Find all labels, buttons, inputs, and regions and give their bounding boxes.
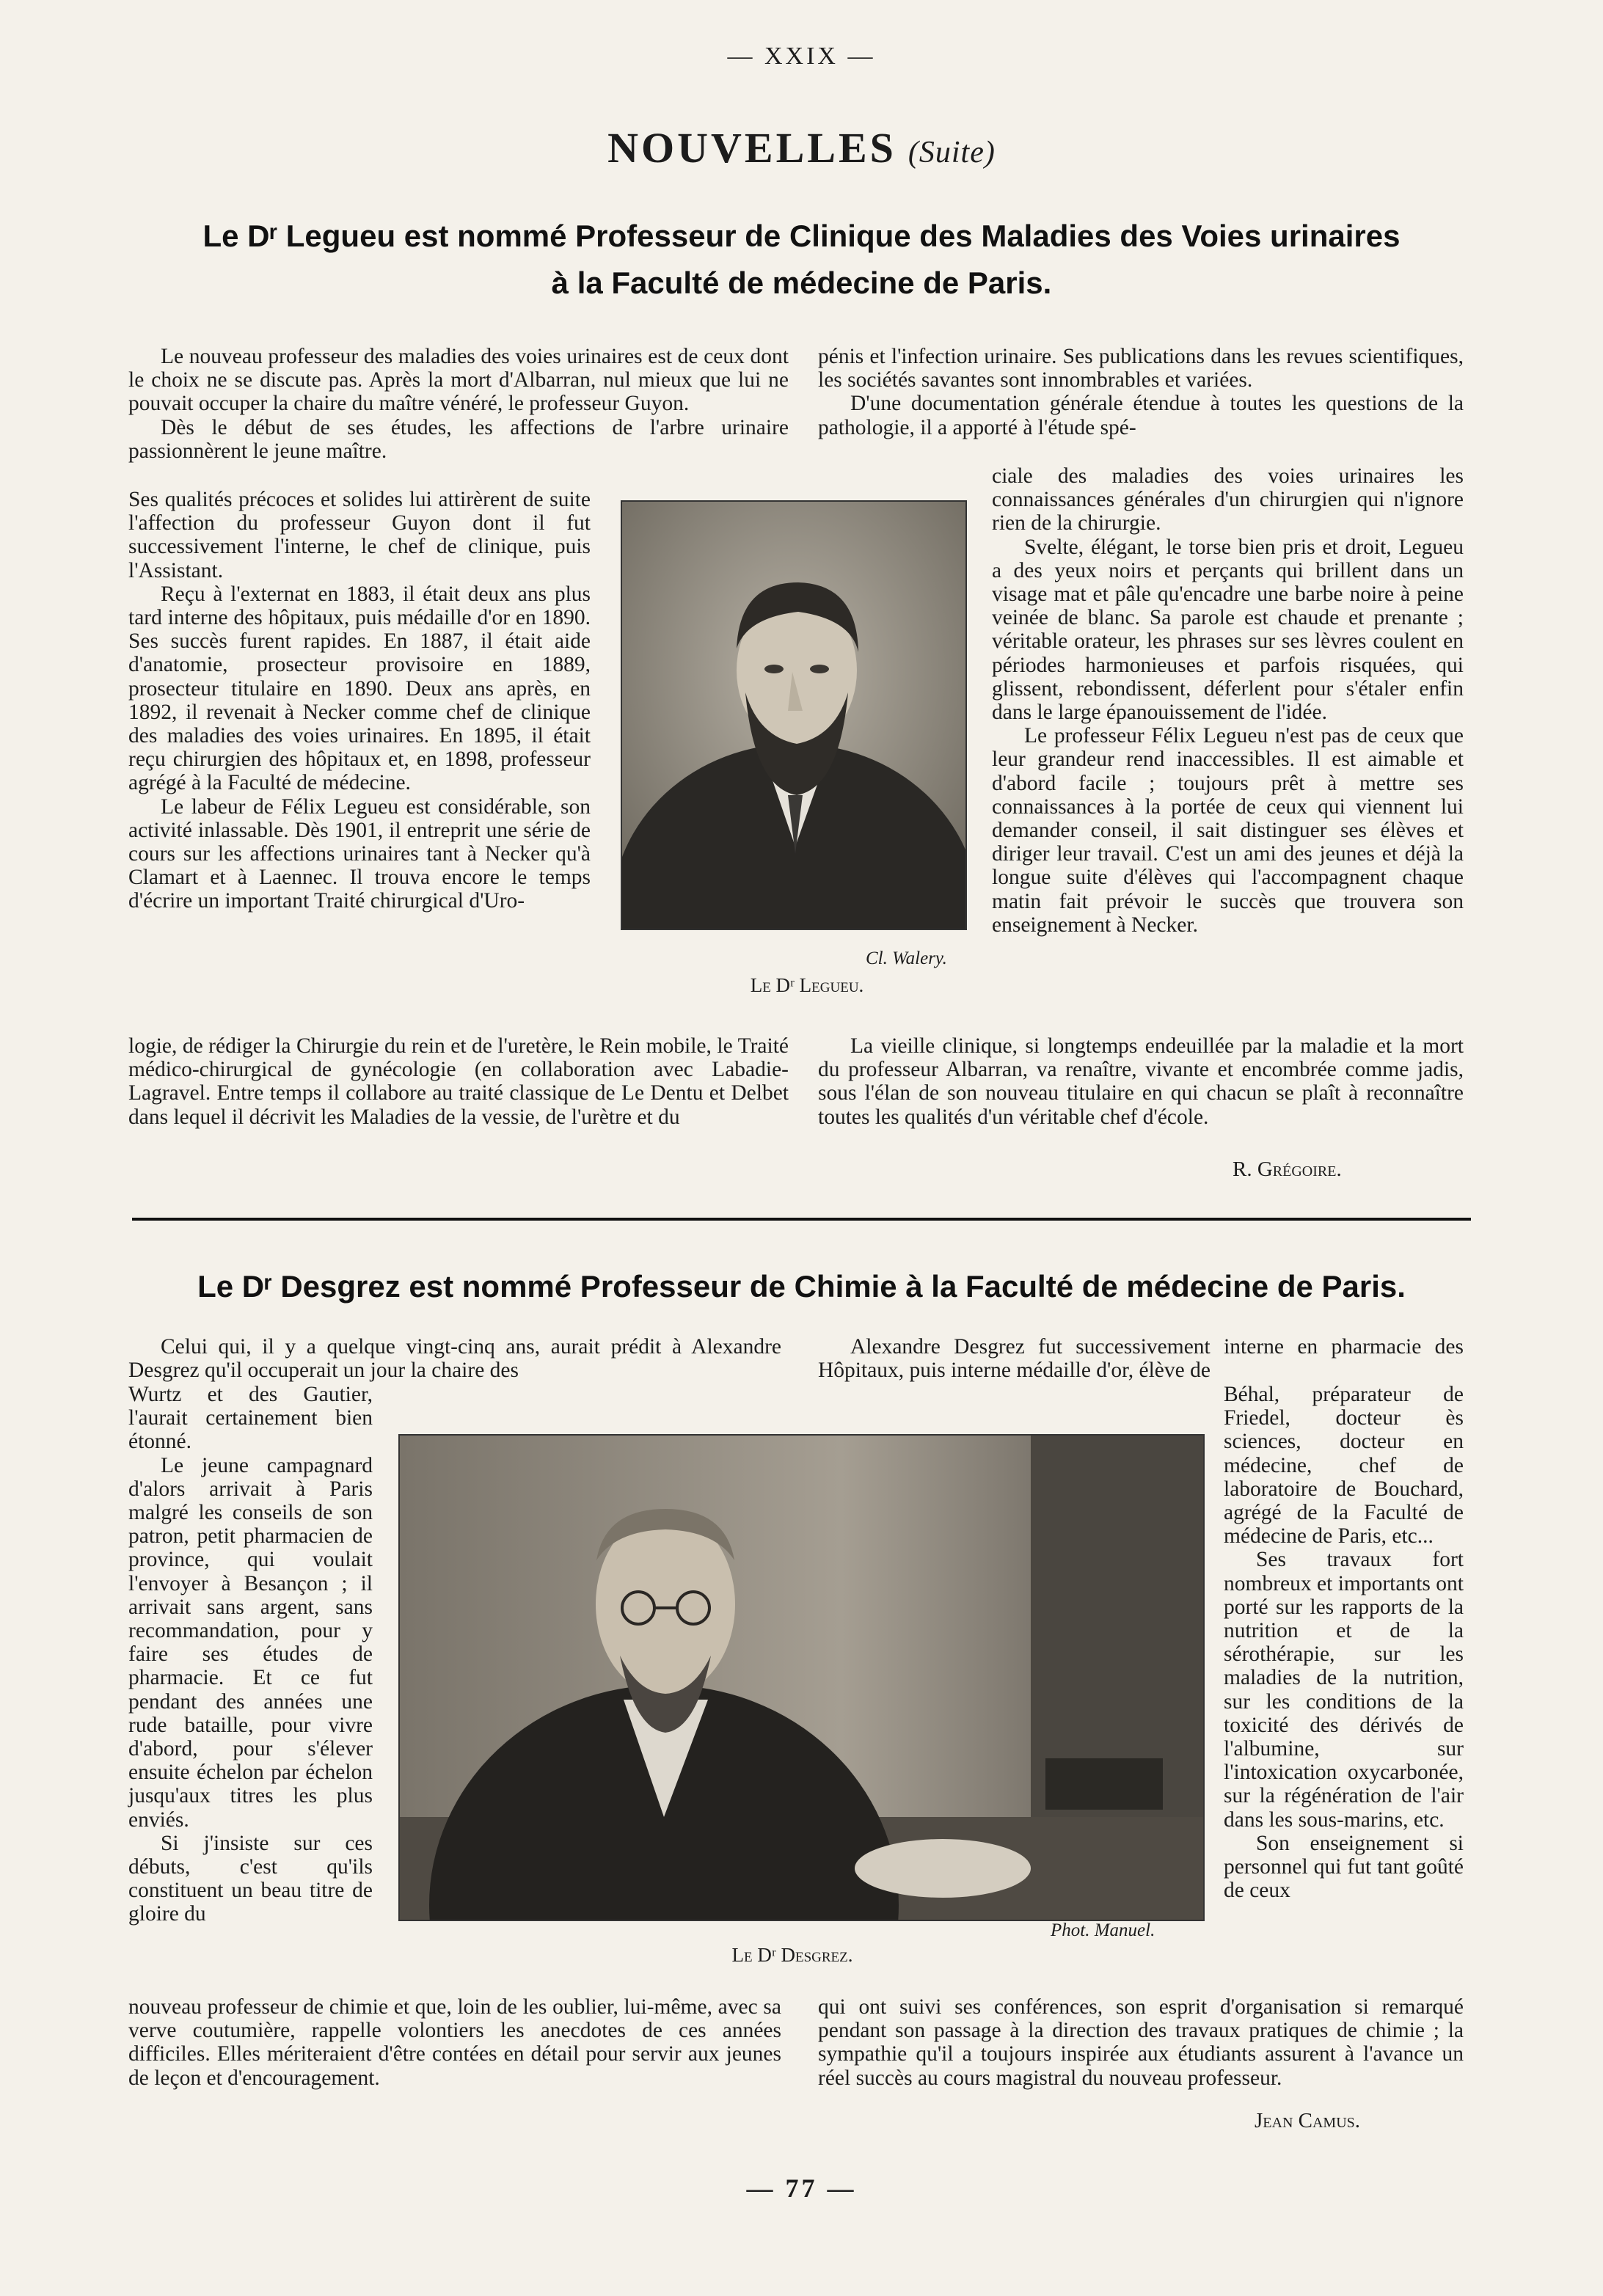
paragraph: Béhal, préparateur de Friedel, docteur ès sciences, docteur en médecine, chef de laboratoire de Bouchard, agrégé de la Faculté de médecine de Paris, etc... <box>1224 1383 1464 1549</box>
desgrez-photo-caption: Le Dʳ Desgrez. <box>731 1944 853 1966</box>
article1-headline <box>59 213 1544 307</box>
paragraph: Reçu à l'externat en 1883, il était deux ans plus tard interne des hôpitaux, puis médaille d'or en 1890. Ses succès furent rapides. En 1887, il était aide d'anatomie, prosecteur provisoire en 1889, prosecteur titulaire en 1890. Deux ans après, en 1892, il revenait à Necker comme chef de clinique des maladies des voies urinaires. En 1895, il était reçu chirurgien des hôpitaux et, en 1898, professeur agrégé à la Faculté de médecine. <box>128 582 591 795</box>
paragraph: logie, de rédiger la Chirurgie du rein et de l'uretère, le Rein mobile, le Traité médico-chirurgical de gynécologie (en collaboration avec Labadie-Lagravel. Entre temps il collabore au traité classique de Le Dentu et Delbet dans lequel il décrivit les Maladies de la vessie, de l'urètre et du <box>128 1034 789 1129</box>
paragraph: Si j'insiste sur ces débuts, c'est qu'ils constituent un beau titre de gloire du <box>128 1831 373 1926</box>
paragraph: nouveau professeur de chimie et que, loin de les oublier, lui-même, avec sa verve coutumière, rappelle volontiers les anecdotes de ces années difficiles. Elles mériteraient d'être contées en détail pour servir aux jeunes de leçon et d'encouragement. <box>128 1995 781 2090</box>
paragraph: D'une documentation générale étendue à toutes les questions de la pathologie, il a apporté à l'étude spé- <box>818 392 1464 439</box>
article2-col1-bottom <box>128 1995 781 2090</box>
article2-col2-bottom <box>818 1995 1464 2090</box>
paragraph: Le jeune campagnard d'alors arrivait à Paris malgré les conseils de son patron, petit pharmacien de province, qui voulait l'envoyer à Besançon ; il arrivait sans argent, sans recommandation, pour y faire ses études de pharmacie. Et ce fut pendant des années une rude bataille, pour vivre d'abord, pour s'élever ensuite échelon par échelon jusqu'aux titres les plus enviés. <box>128 1453 373 1832</box>
article1-col2-top <box>818 345 1464 439</box>
article1-col1-narrow <box>128 488 591 913</box>
article1-signature: R. Grégoire. <box>1233 1158 1342 1181</box>
portrait-image <box>400 1436 1203 1920</box>
article1-col2-narrow <box>992 464 1464 937</box>
article1-headline-line2: à la Faculté de médecine de Paris. <box>551 266 1052 300</box>
article2-col1-top <box>128 1335 781 1382</box>
paragraph: Svelte, élégant, le torse bien pris et droit, Legueu a des yeux noirs et perçants qui brillent dans un visage mat et pâle qu'encadre une barbe noire à peine veinée de blanc. Sa parole est chaude et prenante ; véritable orateur, les phrases sur ses lèvres coulent en périodes harmonieuses et parfois risquées, qui glissent, rebondissent, déferlent pour s'étaler enfin dans le large épanouissement de l'idée. <box>992 535 1464 725</box>
paragraph: Le nouveau professeur des maladies des voies urinaires est de ceux dont le choix ne se discute pas. Après la mort d'Albarran, nul mieux que lui ne pouvait occuper la chaire du maître vénéré, le professeur Guyon. <box>128 345 789 416</box>
article2-col1-narrow <box>128 1383 373 1926</box>
article2-signature: Jean Camus. <box>1255 2109 1361 2132</box>
article1-col1-top <box>128 345 789 463</box>
paragraph: Ses travaux fort nombreux et importants ont porté sur les rapports de la nutrition et de la sérothérapie, sur les maladies de la nutrition, sur les conditions de la toxicité des dérivés de l'albumine, sur l'intoxication oxycarbonée, sur la régénération de l'air dans les sous-marins, etc. <box>1224 1548 1464 1832</box>
section-title-text: NOUVELLES <box>607 124 897 172</box>
paragraph: pénis et l'infection urinaire. Ses publications dans les revues scientifiques, les sociétés savantes sont innombrables et variées. <box>818 345 1464 392</box>
desgrez-portrait-photo <box>398 1434 1205 1921</box>
paragraph: qui ont suivi ses conférences, son esprit d'organisation si remarqué pendant son passage à la direction des travaux pratiques de chimie ; la sympathie qu'il a toujours inspirée aux étudiants assurent à l'avance un réel succès au cours magistral du nouveau professeur. <box>818 1995 1464 2090</box>
paragraph: Le labeur de Félix Legueu est considérable, son activité inlassable. Dès 1901, il entreprit une série de cours sur les affections urinaires tant à Necker qu'à Clamart et à Laennec. Il trouva encore le temps d'écrire un important Traité chirurgical d'Uro- <box>128 794 591 913</box>
paragraph: Celui qui, il y a quelque vingt-cinq ans, aurait prédit à Alexandre Desgrez qu'il occuperait un jour la chaire des <box>128 1335 781 1383</box>
article-separator <box>132 1218 1471 1221</box>
article1-headline-line1: Le Dʳ Legueu est nommé Professeur de Clinique des Maladies des Voies urinaires <box>202 219 1401 253</box>
section-suite: (Suite) <box>908 136 996 169</box>
paragraph: Wurtz et des Gautier, l'aurait certainement bien étonné. <box>128 1383 373 1454</box>
paragraph: Alexandre Desgrez fut successivement interne en pharmacie des Hôpitaux, puis interne médaille d'or, élève de <box>818 1335 1464 1383</box>
paragraph: La vieille clinique, si longtemps endeuillée par la maladie et la mort du professeur Albarran, va renaître, vivante et encombrée comme jadis, sous l'élan de son nouveau titulaire en qui chacun se plaît à reconnaître toutes les qualités d'un véritable chef d'école. <box>818 1034 1464 1129</box>
paragraph: ciale des maladies des voies urinaires les connaissances générales d'un chirurgien qui n'ignore rien de la chirurgie. <box>992 464 1464 535</box>
paragraph: Le professeur Félix Legueu n'est pas de ceux que leur grandeur rend inaccessibles. Il est aimable et d'abord facile ; toujours prêt à mettre ses connaissances à la portée de ceux qui viennent lui demander conseil, il sait distinguer ses élèves et diriger leur travail. C'est un ami des jeunes et déjà la longue suite d'élèves qui l'accompagnent chaque matin fait prévoir le succès que trouvera son enseignement à Necker. <box>992 724 1464 937</box>
portrait-image <box>622 502 965 929</box>
article2-col2-top <box>818 1335 1464 1382</box>
article1-col2-bottom <box>818 1034 1464 1129</box>
running-head: — XXIX — <box>727 43 876 70</box>
legueu-portrait-photo <box>621 500 967 930</box>
legueu-photo-caption: Le Dʳ Legueu. <box>750 974 864 996</box>
article2-headline: Le Dʳ Desgrez est nommé Professeur de Chimie à la Faculté de médecine de Paris. <box>197 1269 1406 1304</box>
article2-col2-narrow <box>1224 1383 1464 1902</box>
legueu-photo-credit: Cl. Walery. <box>866 948 947 968</box>
page-number: — 77 — <box>746 2173 857 2203</box>
article1-col1-bottom <box>128 1034 789 1129</box>
section-title <box>0 123 1603 172</box>
paragraph: Dès le début de ses études, les affections de l'arbre urinaire passionnèrent le jeune maître. <box>128 415 789 463</box>
paragraph: Ses qualités précoces et solides lui attirèrent de suite l'affection du professeur Guyon dont il fut successivement l'interne, le chef de clinique, puis l'Assistant. <box>128 488 591 582</box>
paragraph: Son enseignement si personnel qui fut tant goûté de ceux <box>1224 1831 1464 1903</box>
desgrez-photo-credit: Phot. Manuel. <box>1051 1920 1155 1940</box>
